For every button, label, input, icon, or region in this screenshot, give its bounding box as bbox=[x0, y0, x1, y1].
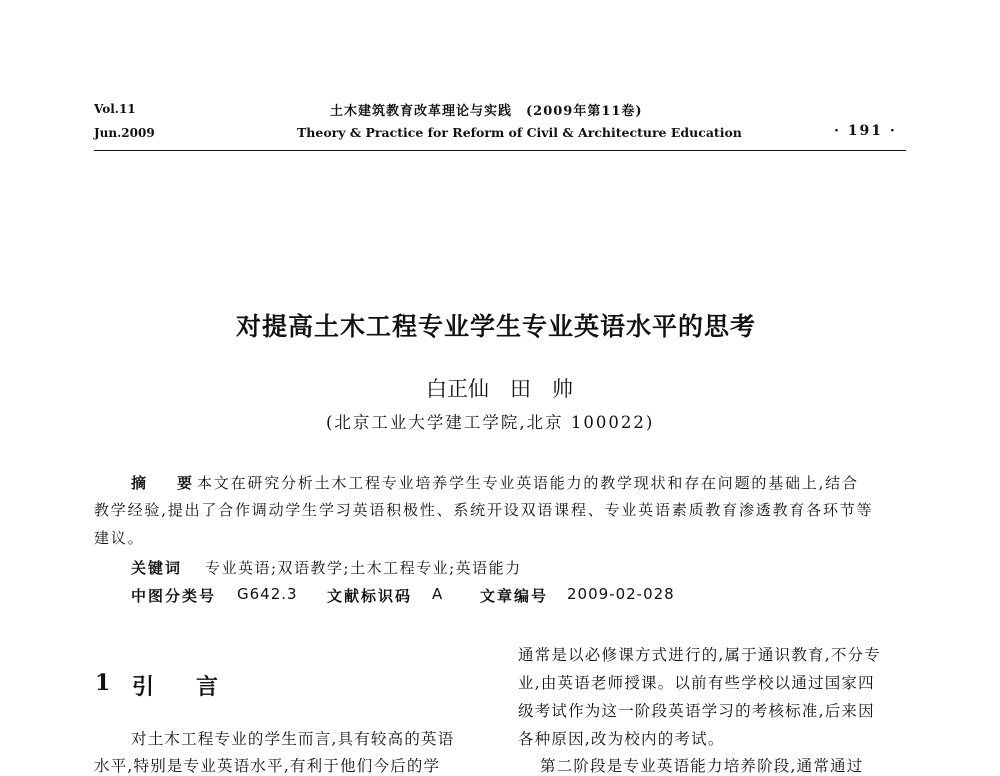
body-text-line: 各种原因,改为校内的考试。 bbox=[518, 730, 725, 748]
document-code-label: 文献标识码 bbox=[327, 587, 413, 605]
abstract-label: 摘 要 bbox=[131, 474, 201, 492]
section-number: 1 bbox=[95, 670, 111, 696]
abstract-line: 教学经验,提出了合作调动学生学习英语积极性、系统开设双语课程、专业英语素质教育渗透教育各环节等 bbox=[94, 501, 874, 519]
body-text-line: 对土木工程专业的学生而言,具有较高的英语 bbox=[131, 730, 455, 748]
journal-volume: Vol.11 bbox=[94, 102, 136, 116]
page-number: · 191 · bbox=[834, 123, 897, 139]
keywords-label: 关键词 bbox=[131, 559, 183, 577]
document-code-value: A bbox=[432, 585, 444, 603]
article-number-value: 2009-02-028 bbox=[567, 585, 675, 603]
journal-date: Jun.2009 bbox=[94, 126, 155, 140]
section-title: 引 言 bbox=[132, 675, 229, 700]
abstract-line: 本文在研究分析土木工程专业培养学生专业英语能力的教学现状和存在问题的基础上,结合 bbox=[197, 474, 859, 492]
article-number-label: 文章编号 bbox=[480, 587, 549, 605]
abstract-line: 建议。 bbox=[94, 529, 145, 547]
author-affiliation: (北京工业大学建工学院,北京 100022) bbox=[326, 413, 655, 432]
clc-number-label: 中图分类号 bbox=[131, 587, 217, 605]
body-text-line: 通常是以必修课方式进行的,属于通识教育,不分专 bbox=[518, 646, 881, 664]
header-divider bbox=[94, 150, 906, 151]
body-text-line: 级考试作为这一阶段英语学习的考核标准,后来因 bbox=[518, 702, 875, 720]
body-text-line: 第二阶段是专业英语能力培养阶段,通常通过 bbox=[540, 757, 864, 775]
clc-number-value: G642.3 bbox=[237, 585, 298, 603]
journal-title-chinese: 土木建筑教育改革理论与实践 (2009年第11卷) bbox=[330, 104, 643, 119]
keywords-text: 专业英语;双语教学;土木工程专业;英语能力 bbox=[205, 559, 522, 577]
body-text-line: 业,由英语老师授课。以前有些学校以通过国家四 bbox=[518, 674, 875, 692]
body-text-line: 水平,特别是专业英语水平,有利于他们今后的学 bbox=[94, 757, 441, 775]
paper-title: 对提高土木工程专业学生专业英语水平的思考 bbox=[236, 312, 757, 341]
journal-title-english: Theory & Practice for Reform of Civil & Architecture Education bbox=[297, 125, 742, 140]
paper-authors: 白正仙 田 帅 bbox=[426, 377, 573, 401]
